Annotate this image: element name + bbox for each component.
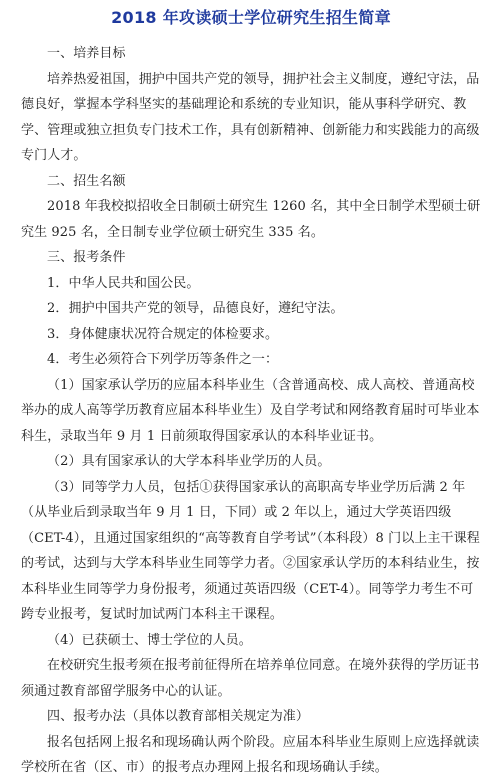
requirement-item-4: 4．考生必须符合下列学历等条件之一： [47, 352, 279, 367]
requirement-item-1: 1．中华人民共和国公民。 [47, 275, 200, 291]
requirement-sub-4: （4）已获硕士、博士学位的人员。 [47, 632, 252, 648]
section-heading-training-goal: 一、培养目标 [47, 46, 126, 61]
paragraph-quota: 2018 年我校拟招收全日制硕士研究生 1260 名，其中全日制学术型硕士研究生 925 名，全日制专业学位硕士研究生 335 名。 [21, 199, 481, 240]
requirement-sub-2: （2）具有国家承认的大学本科毕业学历的人员。 [47, 454, 331, 469]
section-heading-application-method: 四、报考办法（具体以教育部相关规定为准） [47, 709, 310, 724]
section-heading-requirements: 三、报考条件 [47, 250, 126, 265]
section-heading-quota: 二、招生名额 [47, 173, 126, 189]
requirement-item-3: 3．身体健康状况符合规定的体检要求。 [47, 326, 279, 342]
paragraph-enrolled-students-note: 在校研究生报考须在报考前征得所在培养单位同意。在境外获得的学历证书须通过教育部留学服务中心的认证。 [21, 658, 480, 699]
requirement-sub-1: （1）国家承认学历的应届本科毕业生（含普通高校、成人高校、普通高校举办的成人高等学历教育应届本科毕业生）及自学考试和网络教育届时可毕业本科生，录取当年 9 月 1 日前须取得国家承认的本科毕业证书。 [21, 377, 480, 444]
requirement-sub-3: （3）同等学力人员，包括①获得国家承认的高职高专毕业学历后满 2 年（从毕业后到录取当年 9 月 1 日，下同）或 2 年以上，通过大学英语四级（CET-4），且通过国家组织的“高等教育自学考试”（本科段）8 门以上主干课程的考试，达到与大学本科毕业生同等学力者。②国家承认学历的本科结业生，按本科毕业生同等学力身份报考，须通过英语四级（CET-4）。同等学力考生不可跨专业报考，复试时加试两门本科主干课程。 [21, 479, 480, 622]
paragraph-application-method: 报名包括网上报名和现场确认两个阶段。应届本科毕业生原则上应选择就读学校所在省（区、市）的报考点办理网上报名和现场确认手续。 [21, 734, 480, 775]
requirement-item-2: 2．拥护中国共产党的领导，品德良好，遵纪守法。 [47, 301, 344, 316]
document-title: 2018 年攻读硕士学位研究生招生简章 [111, 8, 391, 27]
paragraph-training-goal: 培养热爱祖国，拥护中国共产党的领导，拥护社会主义制度，遵纪守法，品德良好，掌握本学科坚实的基础理论和系统的专业知识，能从事科学研究、教学、管理或独立担负专门技术工作，具有创新精神、创新能力和实践能力的高级专门人才。 [21, 71, 480, 163]
